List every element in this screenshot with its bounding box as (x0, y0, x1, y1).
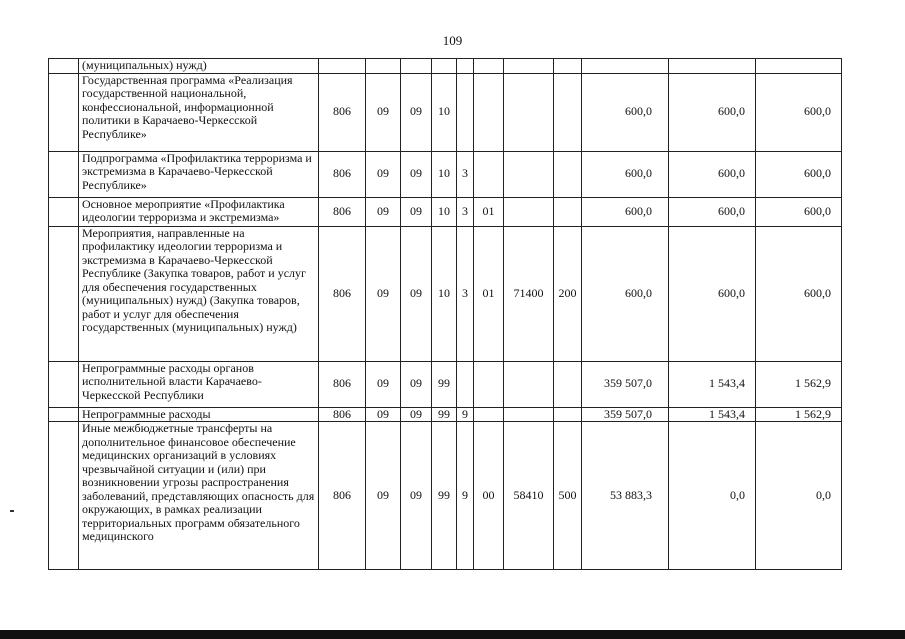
code-c5-cell: 9 (457, 407, 474, 422)
code-c1-cell: 806 (319, 197, 366, 226)
code-c8-cell: 200 (554, 226, 582, 361)
code-c2-cell: 09 (366, 422, 401, 570)
expense-name-cell: Иные межбюджетные трансферты на дополнительное финансовое обеспечение медицинских организаций в условиях чрезвычайной ситуации и (или) при возникновении угрозы распространения заболеваний, представляющих опасность для окружающих, в рамках реализации территориальных программ обязательного медицинского (79, 422, 319, 570)
code-c2-cell: 09 (366, 197, 401, 226)
expense-name-cell: Непрограммные расходы органов исполнительной власти Карачаево-Черкесской Республики (79, 361, 319, 407)
amount-y2022-cell: 1 562,9 (756, 407, 842, 422)
amount-y2021-cell: 600,0 (669, 151, 756, 197)
code-c2-cell (366, 59, 401, 74)
expense-name-cell: Непрограммные расходы (79, 407, 319, 422)
code-c3-cell: 09 (401, 73, 432, 151)
code-c7-cell (504, 151, 554, 197)
margin-cell (49, 361, 79, 407)
code-c2-cell: 09 (366, 361, 401, 407)
code-c1-cell: 806 (319, 73, 366, 151)
code-c1-cell: 806 (319, 422, 366, 570)
code-c3-cell: 09 (401, 151, 432, 197)
amount-y2021-cell: 1 543,4 (669, 407, 756, 422)
amount-y2021-cell: 600,0 (669, 197, 756, 226)
expense-name-cell: (муниципальных) нужд) (79, 59, 319, 74)
amount-y2022-cell: 600,0 (756, 151, 842, 197)
expense-name-cell: Государственная программа «Реализация государственной национальной, конфессиональной, информационной политики в Карачаево-Черкесской Республике» (79, 73, 319, 151)
code-c2-cell: 09 (366, 151, 401, 197)
code-c7-cell: 71400 (504, 226, 554, 361)
code-c3-cell: 09 (401, 361, 432, 407)
amount-y2022-cell: 1 562,9 (756, 361, 842, 407)
amount-y2022-cell: 600,0 (756, 197, 842, 226)
table-row (49, 59, 842, 74)
code-c4-cell: 10 (432, 73, 457, 151)
code-c6-cell (474, 361, 504, 407)
margin-cell (49, 407, 79, 422)
code-c6-cell (474, 73, 504, 151)
code-c7-cell (504, 73, 554, 151)
code-c6-cell (474, 407, 504, 422)
amount-y2021-cell: 600,0 (669, 73, 756, 151)
table-row (49, 226, 842, 361)
code-c7-cell: 58410 (504, 422, 554, 570)
code-c5-cell (457, 361, 474, 407)
amount-y2021-cell (669, 59, 756, 74)
code-c7-cell (504, 407, 554, 422)
code-c1-cell: 806 (319, 226, 366, 361)
code-c5-cell: 9 (457, 422, 474, 570)
expense-name-cell: Подпрограмма «Профилактика терроризма и экстремизма в Карачаево-Черкесской Республике» (79, 151, 319, 197)
code-c3-cell: 09 (401, 197, 432, 226)
amount-y2020-cell: 53 883,3 (582, 422, 669, 570)
code-c1-cell: 806 (319, 407, 366, 422)
code-c8-cell (554, 151, 582, 197)
code-c6-cell: 01 (474, 226, 504, 361)
margin-cell (49, 422, 79, 570)
amount-y2020-cell (582, 59, 669, 74)
margin-cell (49, 73, 79, 151)
code-c4-cell: 99 (432, 422, 457, 570)
amount-y2021-cell: 1 543,4 (669, 361, 756, 407)
code-c1-cell: 806 (319, 151, 366, 197)
code-c3-cell: 09 (401, 407, 432, 422)
margin-cell (49, 151, 79, 197)
scan-bottom-edge (0, 630, 905, 639)
code-c5-cell: 3 (457, 151, 474, 197)
code-c5-cell: 3 (457, 226, 474, 361)
table-row (49, 151, 842, 197)
amount-y2020-cell: 600,0 (582, 73, 669, 151)
amount-y2020-cell: 359 507,0 (582, 361, 669, 407)
table-row (49, 407, 842, 422)
amount-y2022-cell: 600,0 (756, 73, 842, 151)
table-row (49, 73, 842, 151)
margin-cell (49, 59, 79, 74)
amount-y2022-cell: 600,0 (756, 226, 842, 361)
table-row (49, 197, 842, 226)
budget-table (48, 58, 842, 570)
code-c4-cell: 10 (432, 151, 457, 197)
code-c2-cell: 09 (366, 226, 401, 361)
expense-name-cell: Основное мероприятие «Профилактика идеологии терроризма и экстремизма» (79, 197, 319, 226)
code-c5-cell (457, 59, 474, 74)
amount-y2020-cell: 359 507,0 (582, 407, 669, 422)
code-c3-cell (401, 59, 432, 74)
code-c8-cell (554, 73, 582, 151)
code-c6-cell (474, 151, 504, 197)
code-c6-cell: 01 (474, 197, 504, 226)
expense-name-cell: Мероприятия, направленные на профилактику идеологии терроризма и экстремизма в Карачаево-Черкесской Республике (Закупка товаров, работ и услуг для обеспечения государственных (муниципальных) нужд) (Закупка товаров, работ и услуг для обеспечения государственных (муниципальных) нужд) (79, 226, 319, 361)
code-c4-cell: 99 (432, 407, 457, 422)
page-number: 109 (442, 33, 463, 48)
code-c8-cell (554, 361, 582, 407)
code-c5-cell: 3 (457, 197, 474, 226)
amount-y2020-cell: 600,0 (582, 226, 669, 361)
code-c2-cell: 09 (366, 407, 401, 422)
code-c6-cell (474, 59, 504, 74)
code-c8-cell (554, 59, 582, 74)
code-c7-cell (504, 197, 554, 226)
table-row (49, 422, 842, 570)
code-c7-cell (504, 361, 554, 407)
amount-y2022-cell (756, 59, 842, 74)
code-c4-cell: 99 (432, 361, 457, 407)
code-c4-cell: 10 (432, 197, 457, 226)
scan-artifact (10, 510, 14, 512)
margin-cell (49, 226, 79, 361)
amount-y2021-cell: 0,0 (669, 422, 756, 570)
code-c8-cell: 500 (554, 422, 582, 570)
code-c3-cell: 09 (401, 226, 432, 361)
code-c2-cell: 09 (366, 73, 401, 151)
amount-y2020-cell: 600,0 (582, 151, 669, 197)
amount-y2022-cell: 0,0 (756, 422, 842, 570)
code-c4-cell: 10 (432, 226, 457, 361)
code-c6-cell: 00 (474, 422, 504, 570)
code-c5-cell (457, 73, 474, 151)
code-c8-cell (554, 197, 582, 226)
amount-y2020-cell: 600,0 (582, 197, 669, 226)
code-c7-cell (504, 59, 554, 74)
margin-cell (49, 197, 79, 226)
code-c4-cell (432, 59, 457, 74)
code-c8-cell (554, 407, 582, 422)
code-c1-cell (319, 59, 366, 74)
code-c1-cell: 806 (319, 361, 366, 407)
table-row (49, 361, 842, 407)
code-c3-cell: 09 (401, 422, 432, 570)
amount-y2021-cell: 600,0 (669, 226, 756, 361)
